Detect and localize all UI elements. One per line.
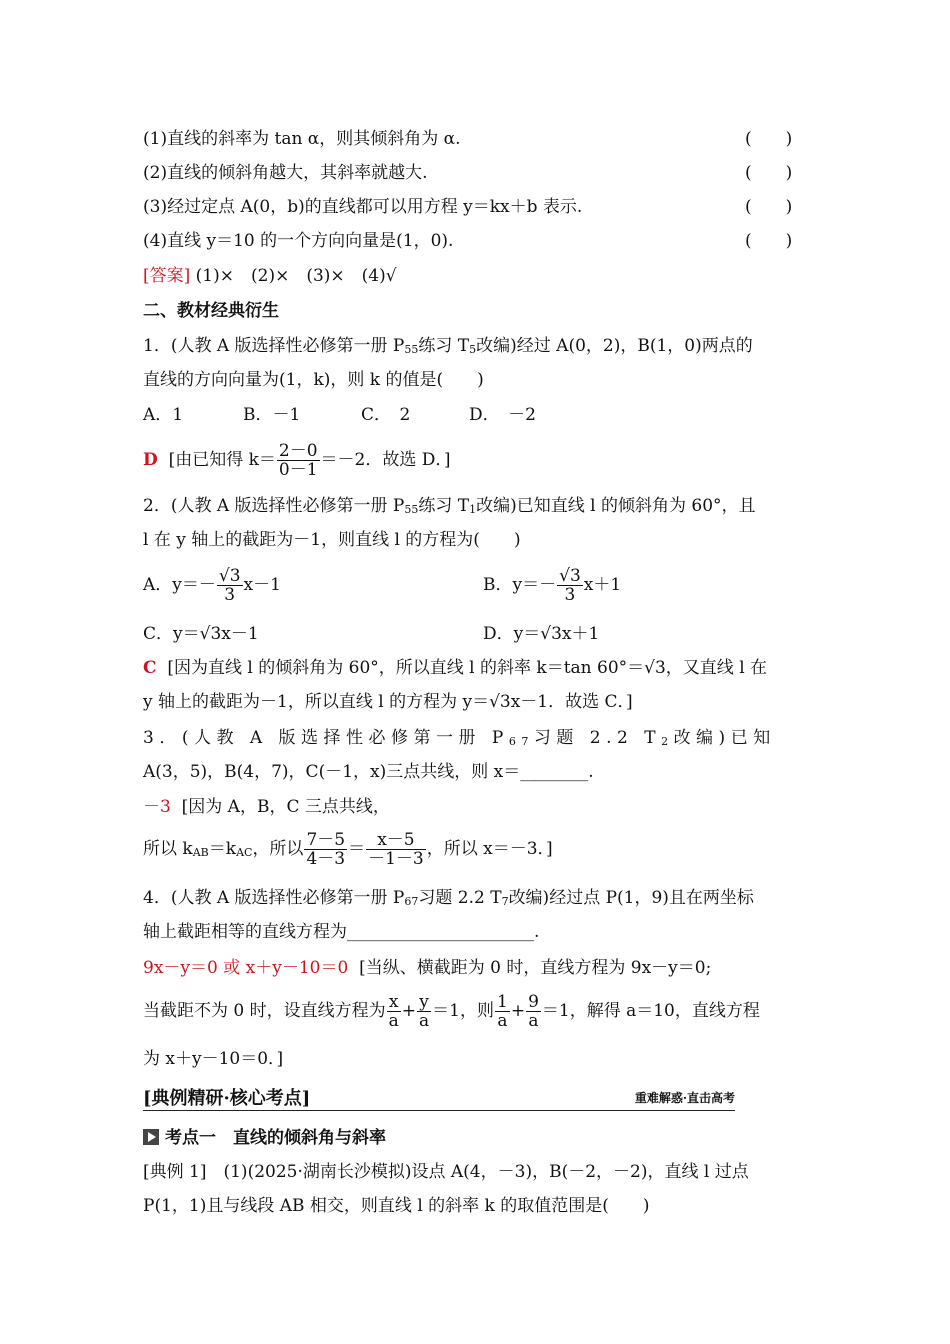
q2-solution-line2: y 轴上的截距为－1，所以直线 l 的方程为 y＝√3x－1．故选 C．] <box>143 692 633 712</box>
q2-option-b: B．y＝－ $\frac{√3}{3}$ x＋1 <box>483 566 622 605</box>
judge-item-1: (1)直线的斜率为 tan α，则其倾斜角为 α. <box>143 129 461 149</box>
q2-line1: 2．(人教 A 版选择性必修第一册 $P_{55}$练习 $T_1$改编)已知直线 l 的倾斜角为 60°，且 <box>143 496 756 516</box>
q2-sol-letter: C <box>143 658 157 678</box>
q3-line1: 3．(人教 A 版选择性必修第一册 $P_{67}$习题 2.2 $T_2$改编)已知 <box>143 728 776 748</box>
section-bar-right: 重难解惑·直击高考 <box>634 1091 735 1105</box>
q3-solution-line1: －3 [因为 A，B，C 三点共线， <box>143 797 390 817</box>
q2-option-d: D．y＝√3x＋1 <box>483 624 600 644</box>
q1-fraction: $\frac{2-0}{0-1}$ <box>278 441 318 480</box>
example-line2: P(1，1)且与线段 AB 相交，则直线 l 的斜率 k 的取值范围是( ) <box>143 1196 650 1216</box>
q1-line1: 1．(人教 A 版选择性必修第一册 $P_{55}$练习 $T_5$改编)经过 A(0，2)，B(1，0)两点的 <box>143 336 753 356</box>
q2-line2: l 在 y 轴上的截距为－1，则直线 l 的方程为( ) <box>143 530 521 550</box>
judge-paren-3: ( ) <box>745 197 793 217</box>
q4-sol-answer: 9x－y＝0 或 x＋y－10＝0 <box>143 958 349 978</box>
q1-option-b: B．－1 <box>243 405 301 425</box>
q1-option-c: C． 2 <box>361 405 411 425</box>
q4-solution-line2: 当截距不为 0 时，设直线方程为 $\frac{x}{a}$ + $\frac{y}{a}$ ＝1，则 $\frac{1}{a}$ + $\frac{9}{a}$ ＝1，解得 a＝10，直线方程 <box>143 992 760 1031</box>
q1-solution: D [由已知得 k＝ $\frac{2-0}{0-1}$ ＝－2．故选 D．] <box>143 441 451 480</box>
q2-option-c: C．y＝√3x－1 <box>143 624 259 644</box>
answer-label: [答案] <box>143 266 191 286</box>
q3-line2: A(3，5)，B(4，7)，C(－1，x)三点共线，则 x＝________. <box>143 762 594 782</box>
q1-sol-letter: D <box>143 450 158 470</box>
q1-line2: 直线的方向向量为(1，k)，则 k 的值是( ) <box>143 370 484 390</box>
q3-sol-answer: －3 <box>143 797 171 817</box>
judge-item-2: (2)直线的倾斜角越大，其斜率就越大. <box>143 163 428 183</box>
q1-options <box>143 404 536 426</box>
q4-line2: 轴上截距相等的直线方程为______________________. <box>143 922 540 942</box>
judge-item-4: (4)直线 y＝10 的一个方向向量是(1，0). <box>143 231 454 251</box>
q4-solution-line1: 9x－y＝0 或 x＋y－10＝0 [当纵、横截距为 0 时，直线方程为 9x－y＝0; <box>143 958 712 978</box>
q2-solution-line1: C [因为直线 l 的倾斜角为 60°，所以直线 l 的斜率 k＝tan 60°＝√3，又直线 l 在 <box>143 658 768 678</box>
q1-option-d: D． －2 <box>469 405 536 425</box>
judge-paren-1: ( ) <box>745 129 793 149</box>
section-bar <box>143 1084 735 1111</box>
kaodian-heading: 考点一 直线的倾斜角与斜率 <box>143 1127 386 1149</box>
q1-option-a: A．1 <box>143 405 184 425</box>
q3-solution-line2: 所以 $k_{AB}=k_{AC}$，所以 $\frac{7-5}{4-3}$ ＝ $\frac{x-5}{-1-3}$ ，所以 x＝－3．] <box>143 830 553 869</box>
answer-line <box>143 265 397 287</box>
judge-paren-2: ( ) <box>745 163 793 183</box>
judge-paren-4: ( ) <box>745 231 793 251</box>
section2-title: 二、教材经典衍生 <box>143 301 279 321</box>
section-bar-title: [典例精研·核心考点] <box>143 1088 311 1109</box>
play-triangle-icon <box>143 1129 159 1145</box>
q2-option-a: A．y＝－ $\frac{√3}{3}$ x－1 <box>143 566 281 605</box>
judge-item-3: (3)经过定点 A(0，b)的直线都可以用方程 y＝kx＋b 表示. <box>143 197 583 217</box>
q4-line1: 4．(人教 A 版选择性必修第一册 $P_{67}$习题 2.2 $T_7$改编)经过点 P(1，9)且在两坐标 <box>143 888 754 908</box>
q4-solution-line3: 为 x＋y－10＝0．] <box>143 1049 284 1069</box>
answer-text: (1)× (2)× (3)× (4)√ <box>190 266 397 286</box>
example-line1: [典例 1] (1)(2025·湖南长沙模拟)设点 A(4，－3)，B(－2，－2)，直线 l 过点 <box>143 1162 749 1182</box>
